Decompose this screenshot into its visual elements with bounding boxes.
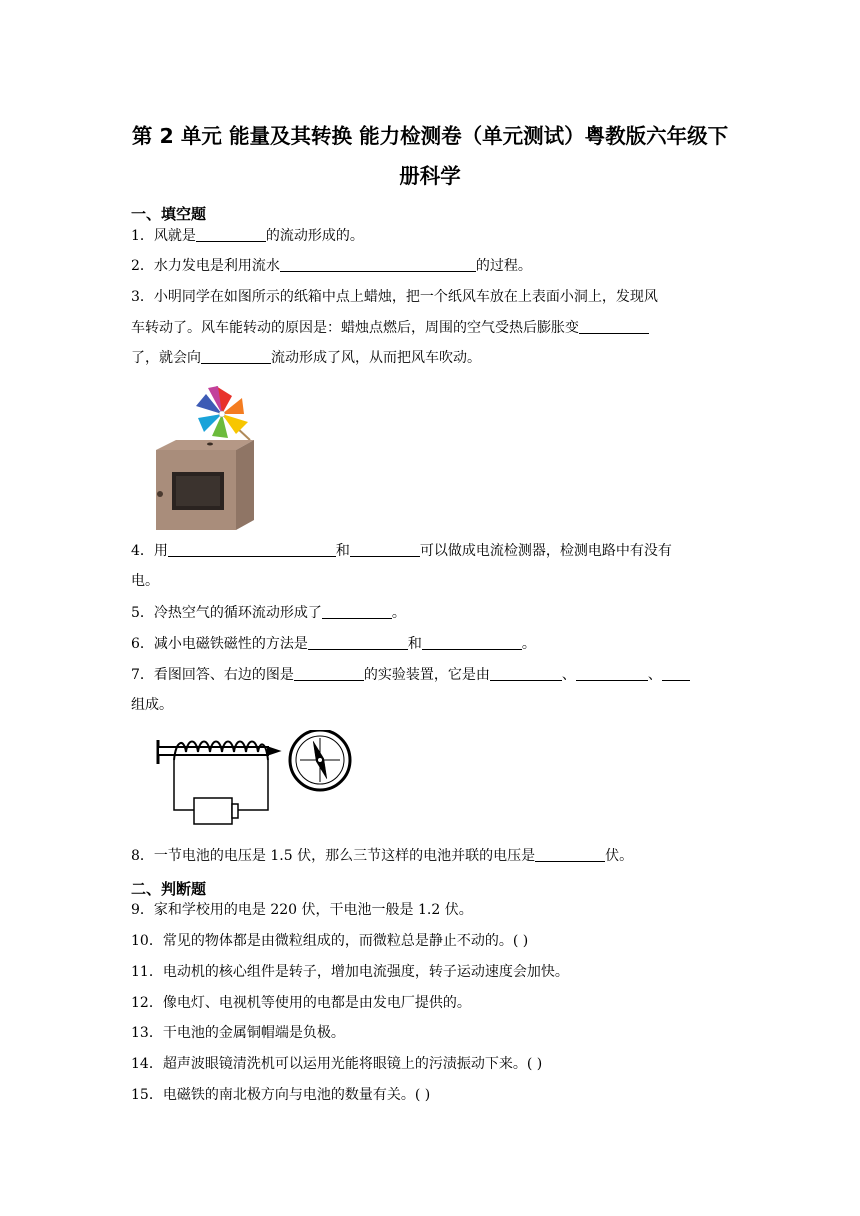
question-text: 6．减小电磁铁磁性的方法是 [131, 636, 308, 652]
answer-blank[interactable] [201, 349, 271, 364]
question-1 [131, 226, 364, 246]
question-text: 车转动了。风车能转动的原因是：蜡烛点燃后，周围的空气受热后膨胀变 [131, 320, 579, 336]
compass-icon [290, 730, 350, 790]
question-7 [131, 665, 690, 685]
question-12: 12．像电灯、电视机等使用的电都是由发电厂提供的。 [131, 995, 471, 1011]
question-10: 10．常见的物体都是由微粒组成的，而微粒总是静止不动的。( ) [131, 933, 529, 949]
question-14: 14．超声波眼镜清洗机可以运用光能将眼镜上的污渍振动下来。( ) [131, 1056, 543, 1072]
answer-blank[interactable] [490, 666, 562, 681]
question-text: 8．一节电池的电压是 1.5 伏，那么三节这样的电池并联的电压是 [131, 848, 536, 864]
question-3-line1: 3．小明同学在如图所示的纸箱中点上蜡烛，把一个纸风车放在上表面小洞上，发现风 [131, 289, 658, 305]
question-13: 13．干电池的金属铜帽端是负极。 [131, 1025, 345, 1041]
question-text: 伏。 [605, 848, 634, 864]
cardboard-box-icon [156, 440, 254, 530]
question-3-line3 [131, 348, 481, 368]
question-7-line2: 组成。 [131, 697, 173, 713]
page-title: 第 2 单元 能量及其转换 能力检测卷（单元测试）粤教版六年级下 [131, 124, 729, 148]
answer-blank[interactable] [662, 666, 690, 681]
question-text: 1．风就是 [131, 228, 196, 244]
question-15: 15．电磁铁的南北极方向与电池的数量有关。( ) [131, 1087, 431, 1103]
question-11: 11．电动机的核心组件是转子，增加电流强度，转子运动速度会加快。 [131, 964, 569, 980]
pinwheel-icon [196, 386, 250, 440]
pinwheel-box-figure [146, 382, 266, 532]
answer-blank[interactable] [294, 666, 364, 681]
question-text: 可以做成电流检测器，检测电路中有没有 [419, 543, 672, 559]
answer-blank[interactable] [350, 542, 420, 557]
answer-blank[interactable] [322, 604, 392, 619]
answer-blank[interactable] [168, 542, 336, 557]
question-6 [131, 634, 536, 654]
answer-blank[interactable] [535, 847, 605, 862]
question-2 [131, 256, 532, 276]
question-text: 和 [407, 636, 422, 652]
question-text: 的实验装置，它是由 [363, 667, 490, 683]
answer-blank[interactable] [280, 257, 476, 272]
answer-blank[interactable] [422, 635, 522, 650]
question-text: 和 [335, 543, 350, 559]
answer-blank[interactable] [196, 227, 266, 242]
question-5 [131, 603, 406, 623]
question-text: 流动形成了风，从而把风车吹动。 [271, 350, 481, 366]
answer-blank[interactable] [579, 319, 649, 334]
question-text: 5．冷热空气的循环流动形成了 [131, 605, 322, 621]
question-text: 7．看图回答、右边的图是 [131, 667, 294, 683]
question-text: 的过程。 [475, 258, 532, 274]
section-heading-fill-blank: 一、填空题 [131, 205, 207, 223]
question-text: 2．水力发电是利用流水 [131, 258, 280, 274]
answer-blank[interactable] [576, 666, 648, 681]
question-text: 的流动形成的。 [265, 228, 364, 244]
question-4-line2: 电。 [131, 573, 159, 589]
question-text: 。 [391, 605, 406, 621]
question-8 [131, 846, 633, 866]
electromagnet-figure [154, 730, 359, 834]
question-3-line2 [131, 318, 649, 338]
answer-blank[interactable] [308, 635, 408, 650]
question-4 [131, 541, 672, 561]
page-title-line2: 册科学 [399, 164, 461, 188]
question-text: 4．用 [131, 543, 168, 559]
wire [174, 760, 194, 810]
question-text: 、 [561, 667, 576, 683]
wire [238, 760, 268, 810]
question-text: 、 [647, 667, 662, 683]
question-text: 。 [521, 636, 536, 652]
question-text: 了，就会向 [131, 350, 201, 366]
battery-icon [194, 798, 238, 824]
section-heading-true-false: 二、判断题 [131, 880, 207, 898]
question-9: 9．家和学校用的电是 220 伏，干电池一般是 1.2 伏。 [131, 902, 473, 918]
